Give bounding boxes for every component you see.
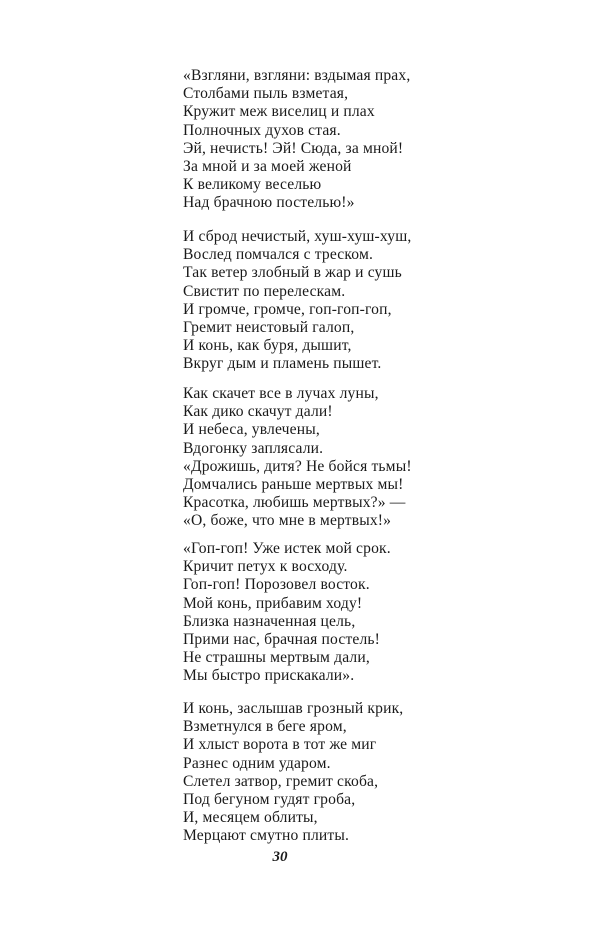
verse-line: Мы быстро прискакали».: [183, 667, 355, 685]
verse-line: Вдогонку заплясали.: [183, 439, 324, 457]
verse-line: Полночных духов стая.: [183, 121, 341, 139]
verse-line: Как скачет все в лучах луны,: [183, 385, 379, 402]
verse-line: Мерцают смутно плиты.: [183, 827, 350, 845]
page-number: 30: [272, 849, 288, 865]
verse-line: Не страшны мертвым дали,: [183, 649, 370, 667]
verse-line: И конь, как буря, дышит,: [183, 337, 352, 355]
verse-line: За мной и за моей женой: [183, 157, 352, 175]
verse-line: И хлыст ворота в тот же миг: [183, 736, 377, 754]
verse-line: «О, боже, что мне в мертвых!»: [183, 512, 392, 530]
verse-line: Красотка, любишь мертвых?» —: [183, 494, 406, 512]
verse-line: Свистит по перелескам.: [183, 282, 346, 300]
verse-line: Так ветер злобный в жар и сушь: [183, 264, 402, 282]
stanza-4: [183, 540, 483, 686]
verse-line: Гоп-гоп! Порозовел восток.: [183, 576, 370, 594]
verse-line: И небеса, увлечены,: [183, 421, 320, 439]
verse-line: Прими нас, брачная постель!: [183, 630, 381, 648]
verse-line: Разнес одним ударом.: [183, 754, 331, 772]
stanza-2: [183, 228, 483, 374]
verse-line: Столбами пыль взметая,: [183, 85, 349, 103]
verse-line: Вкруг дым и пламень пышет.: [183, 355, 382, 373]
verse-line: «Дрожишь, дитя? Не бойся тьмы!: [183, 457, 412, 475]
verse-line: Кричит петух к восходу.: [183, 558, 348, 576]
verse-line: «Гоп-гоп! Уже истек мой срок.: [183, 540, 391, 557]
stanza-3: [183, 385, 483, 531]
stanza-1: [183, 67, 483, 213]
verse-line: Близка назначенная цель,: [183, 612, 356, 630]
verse-line: И сброд нечистый, хуш-хуш-хуш,: [183, 228, 412, 245]
verse-line: И конь, заслышав грозный крик,: [183, 700, 404, 717]
verse-line: Как дико скачут дали!: [183, 403, 333, 421]
stanza-5: [183, 700, 483, 846]
verse-line: Над брачною постелью!»: [183, 194, 355, 212]
verse-line: «Взгляни, взгляни: вздымая прах,: [183, 67, 411, 84]
verse-line: Взметнулся в беге яром,: [183, 718, 347, 736]
verse-line: Эй, нечисть! Эй! Сюда, за мной!: [183, 139, 404, 157]
verse-line: Слетел затвор, гремит скоба,: [183, 772, 379, 790]
verse-line: К великому веселью: [183, 176, 322, 194]
verse-line: Домчались раньше мертвых мы!: [183, 475, 404, 493]
verse-line: И громче, громче, гоп-гоп-гоп,: [183, 300, 392, 318]
verse-line: Под бегуном гудят гроба,: [183, 790, 356, 808]
verse-line: Вослед помчался с треском.: [183, 246, 374, 264]
verse-line: И, месяцем облиты,: [183, 809, 318, 827]
verse-line: Кружит меж виселиц и плах: [183, 103, 375, 121]
verse-line: Мой конь, прибавим ходу!: [183, 594, 363, 612]
verse-line: Гремит неистовый галоп,: [183, 318, 355, 336]
